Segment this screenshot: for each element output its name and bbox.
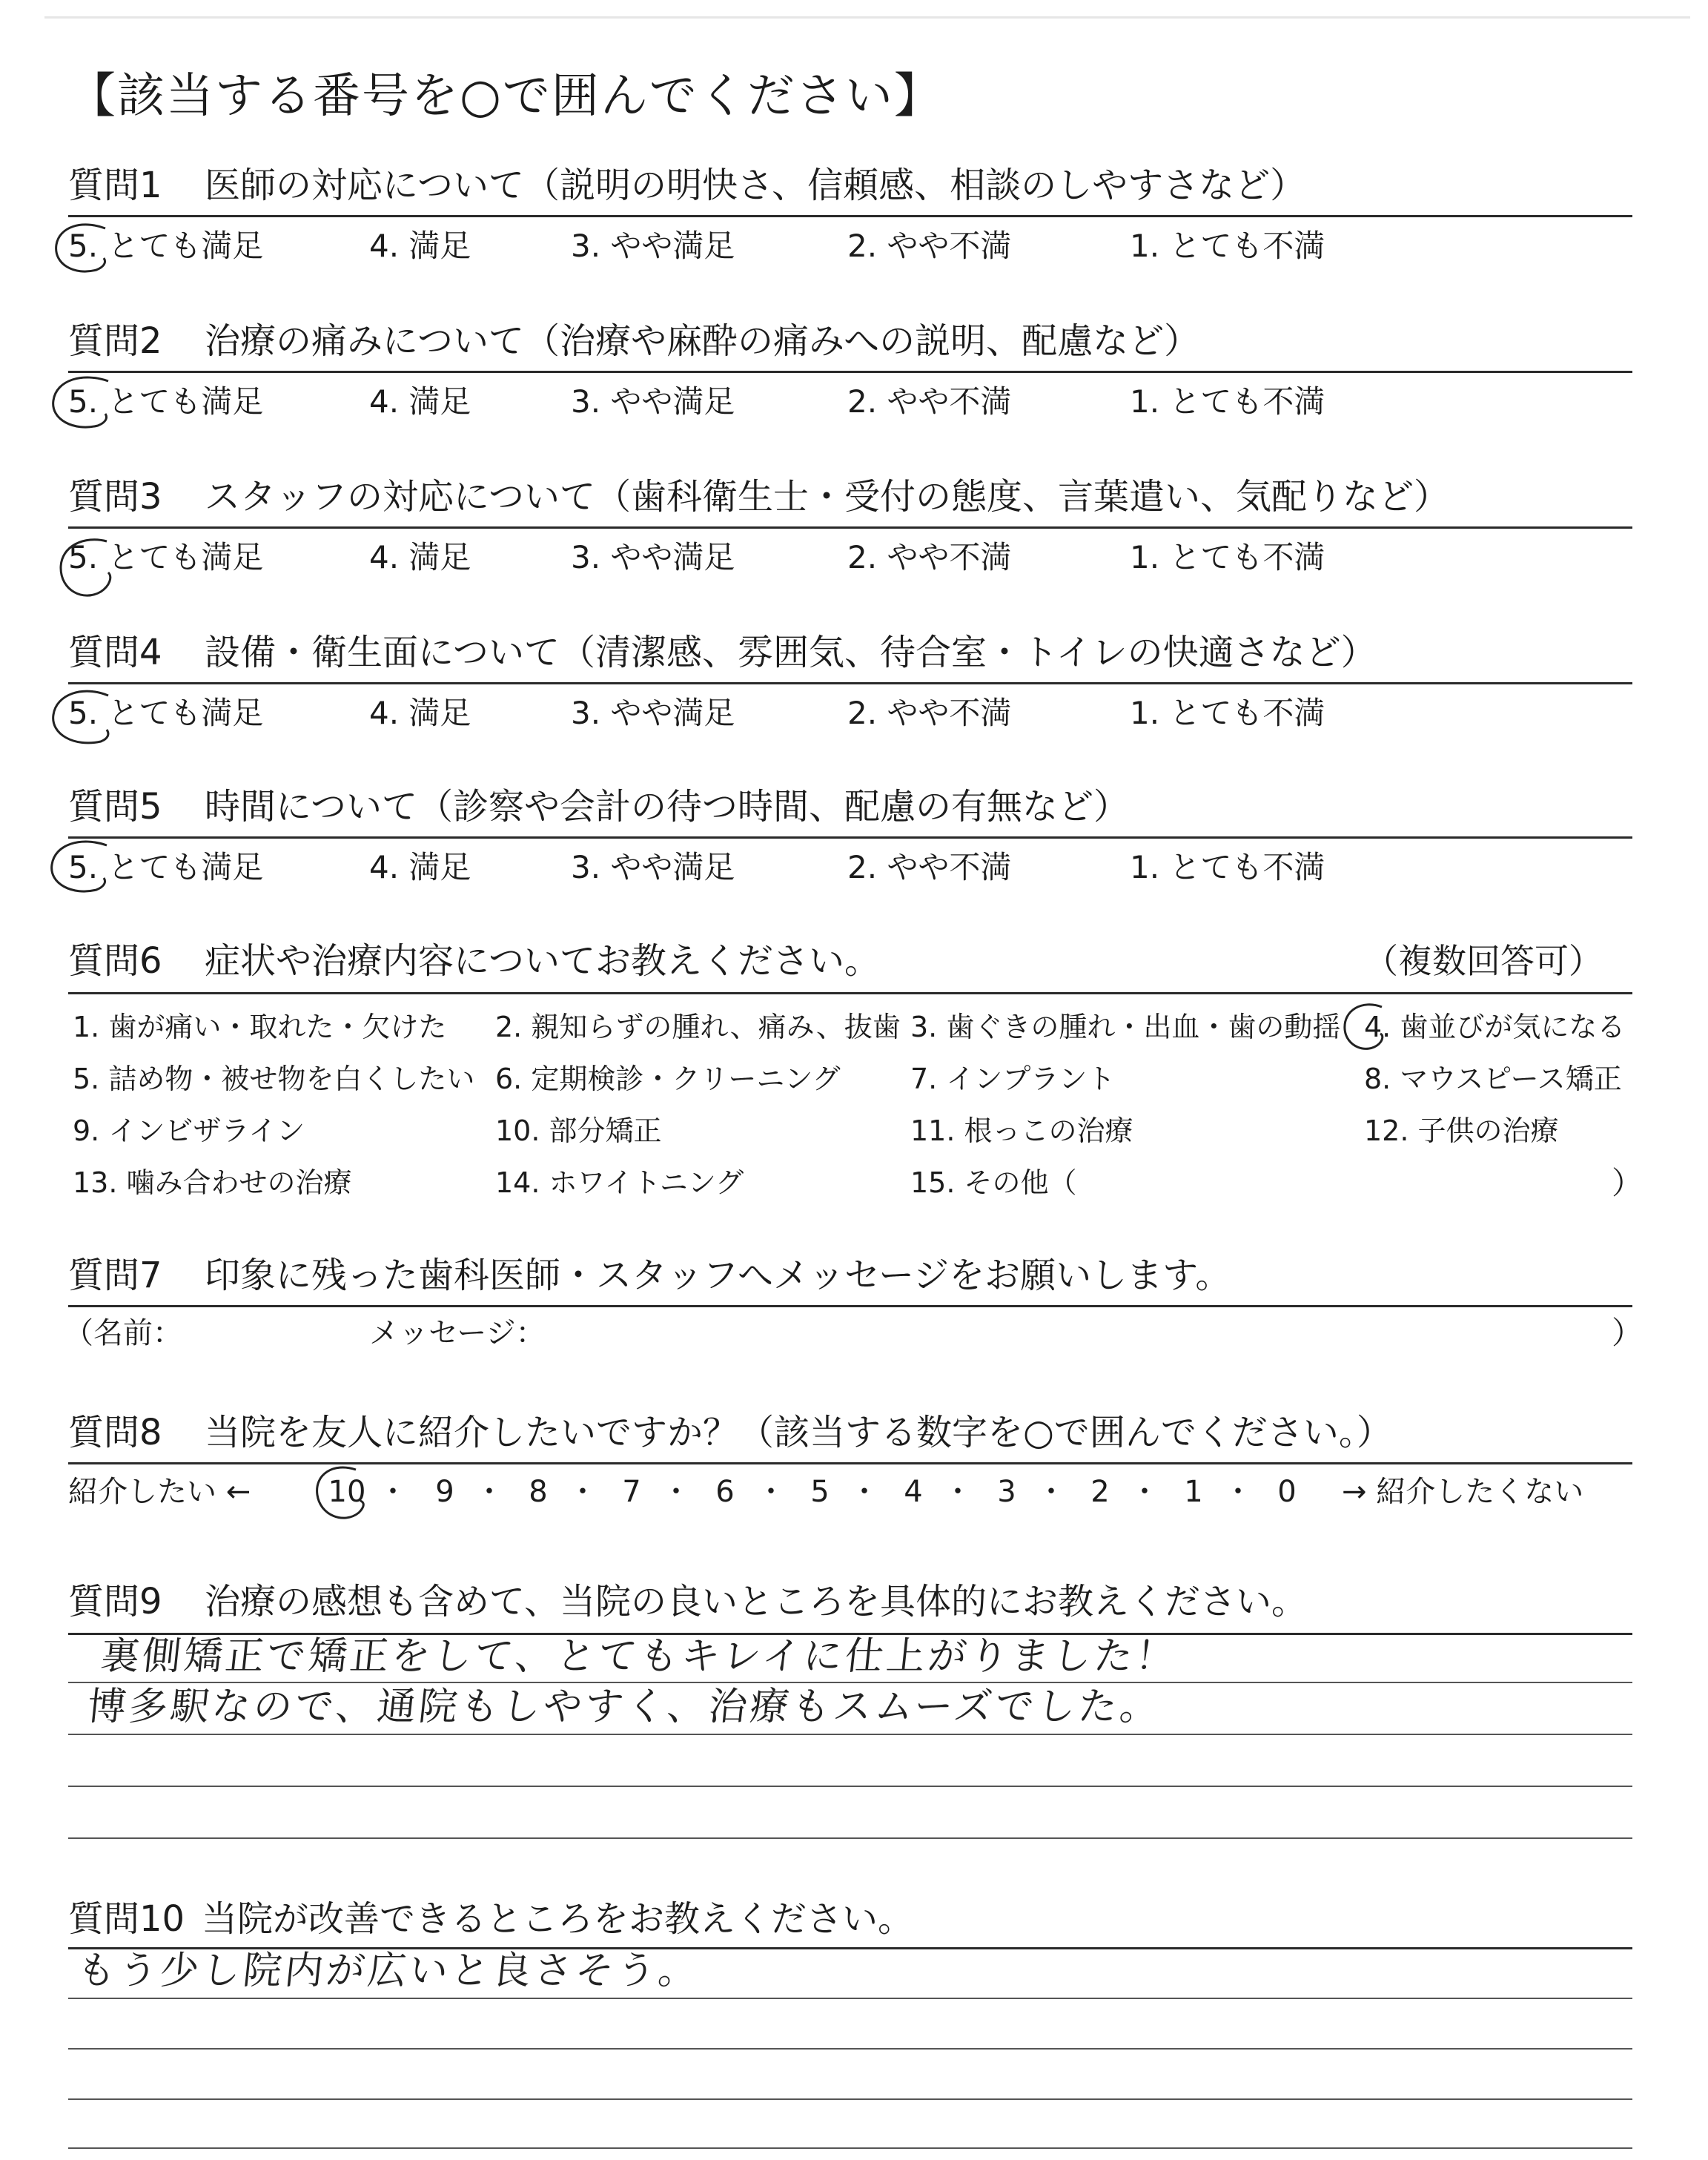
q7-message-label: メッセージ： bbox=[369, 1316, 546, 1350]
q6-option-15[interactable]: 15. その他（ bbox=[910, 1166, 1077, 1199]
question-4-number: 質問4 bbox=[68, 632, 162, 673]
question-4-text: 設備・衛生面について（清潔感、雰囲気、待合室・トイレの快適さなど） bbox=[205, 632, 1377, 673]
q2-option-2[interactable]: 2. やや不満 bbox=[847, 383, 1012, 420]
q6-option-6[interactable]: 6. 定期検診・クリーニング bbox=[495, 1063, 841, 1095]
question-5-number: 質問5 bbox=[68, 786, 162, 828]
question-6-title bbox=[68, 939, 880, 983]
q10-writing-line bbox=[68, 2048, 1632, 2050]
q3-option-3[interactable]: 3. やや満足 bbox=[571, 539, 735, 575]
q6-option-2[interactable]: 2. 親知らずの腫れ、痛み、抜歯 bbox=[495, 1011, 901, 1043]
q6-option-5[interactable]: 5. 詰め物・被せ物を白くしたい bbox=[73, 1063, 475, 1095]
question-3-number: 質問3 bbox=[68, 476, 162, 518]
q8-separator: ・ bbox=[943, 1475, 973, 1509]
q8-separator: ・ bbox=[850, 1475, 879, 1509]
q2-option-3[interactable]: 3. やや満足 bbox=[571, 383, 735, 420]
question-4-title bbox=[68, 630, 1377, 675]
question-9-text: 治療の感想も含めて、当院の良いところを具体的にお教えください。 bbox=[205, 1581, 1308, 1622]
q2-option-5[interactable]: 5. とても満足 bbox=[68, 383, 264, 420]
q5-option-5[interactable]: 5. とても満足 bbox=[68, 849, 264, 885]
q10-writing-line bbox=[68, 1998, 1632, 1999]
q9-answer-line-2: 博多駅なので、通院もしやすく、治療もスムーズでした。 bbox=[85, 1685, 1164, 1729]
q3-option-5[interactable]: 5. とても満足 bbox=[68, 539, 264, 575]
question-6-text: 症状や治療内容についてお教えください。 bbox=[205, 940, 881, 982]
q5-answer-circle bbox=[47, 839, 122, 899]
page-title: 【該当する番号を○で囲んでください】 bbox=[68, 69, 943, 124]
question-1-title bbox=[68, 163, 1305, 208]
q6-option-1[interactable]: 1. 歯が痛い・取れた・欠けた bbox=[73, 1011, 447, 1043]
q1-answer-circle bbox=[52, 221, 119, 280]
question-5-text: 時間について（診察や会計の待つ時間、配慮の有無など） bbox=[205, 786, 1130, 828]
q1-option-5[interactable]: 5. とても満足 bbox=[68, 228, 264, 264]
q4-option-4[interactable]: 4. 満足 bbox=[369, 695, 471, 731]
q4-option-5[interactable]: 5. とても満足 bbox=[68, 695, 264, 731]
q8-scale-5[interactable]: 5 bbox=[810, 1475, 830, 1509]
q6-option-3[interactable]: 3. 歯ぐきの腫れ・出血・歯の動揺 bbox=[910, 1011, 1341, 1043]
question-2-rule bbox=[68, 371, 1632, 373]
q4-answer-circle bbox=[49, 688, 123, 755]
q8-left-label: 紹介したい ← bbox=[68, 1475, 251, 1509]
q8-separator: ・ bbox=[568, 1475, 598, 1509]
q8-scale-2[interactable]: 2 bbox=[1090, 1475, 1110, 1509]
q3-answer-circle bbox=[55, 535, 122, 610]
q8-scale-1[interactable]: 1 bbox=[1184, 1475, 1203, 1509]
q8-separator: ・ bbox=[378, 1475, 408, 1509]
q10-answer-line-1: もう少し院内が広いと良さそう。 bbox=[74, 1949, 703, 1993]
q6-option-13[interactable]: 13. 噛み合わせの治療 bbox=[73, 1166, 352, 1199]
q5-option-1[interactable]: 1. とても不満 bbox=[1130, 849, 1325, 885]
q6-other-close-paren: ） bbox=[1612, 1165, 1644, 1201]
q9-answer-line-1: 裏側矯正で矯正をして、とてもキレイに仕上がりました！ bbox=[98, 1634, 1179, 1679]
question-9-title bbox=[68, 1579, 1307, 1624]
q8-separator: ・ bbox=[756, 1475, 786, 1509]
question-5-rule bbox=[68, 836, 1632, 839]
question-3-rule bbox=[68, 526, 1632, 529]
q1-option-2[interactable]: 2. やや不満 bbox=[847, 228, 1012, 264]
q5-option-3[interactable]: 3. やや満足 bbox=[571, 849, 735, 885]
q4-option-2[interactable]: 2. やや不満 bbox=[847, 695, 1012, 731]
q8-scale-3[interactable]: 3 bbox=[997, 1475, 1016, 1509]
question-1-text: 医師の対応について（説明の明快さ、信頼感、相談のしやすさなど） bbox=[205, 165, 1306, 206]
q5-option-2[interactable]: 2. やや不満 bbox=[847, 849, 1012, 885]
question-4-rule bbox=[68, 682, 1632, 684]
question-7-text: 印象に残った歯科医師・スタッフへメッセージをお願いします。 bbox=[205, 1255, 1231, 1296]
q8-scale-0[interactable]: 0 bbox=[1277, 1475, 1297, 1509]
q6-option-10[interactable]: 10. 部分矯正 bbox=[495, 1114, 662, 1147]
q8-scale-9[interactable]: 9 bbox=[435, 1475, 454, 1509]
question-6-hint: （複数回答可） bbox=[1364, 941, 1603, 981]
q8-answer-circle bbox=[311, 1464, 378, 1526]
q1-option-4[interactable]: 4. 満足 bbox=[369, 228, 471, 264]
question-3-text: スタッフの対応について（歯科衛生士・受付の態度、言葉遣い、気配りなど） bbox=[205, 476, 1450, 518]
q4-option-3[interactable]: 3. やや満足 bbox=[571, 695, 735, 731]
question-6-rule bbox=[68, 992, 1632, 994]
question-2-title bbox=[68, 319, 1199, 363]
q3-option-1[interactable]: 1. とても不満 bbox=[1130, 539, 1325, 575]
q8-scale-6[interactable]: 6 bbox=[715, 1475, 735, 1509]
question-10-title bbox=[68, 1897, 913, 1941]
q10-writing-line bbox=[68, 2147, 1632, 2149]
question-5-title bbox=[68, 785, 1129, 829]
q8-right-label: → 紹介したくない bbox=[1342, 1475, 1584, 1509]
q6-option-9[interactable]: 9. インビザライン bbox=[73, 1114, 305, 1147]
q9-writing-line bbox=[68, 1734, 1632, 1735]
q6-option-14[interactable]: 14. ホワイトニング bbox=[495, 1166, 744, 1199]
q10-writing-line bbox=[68, 2098, 1632, 2100]
q9-writing-line bbox=[68, 1837, 1632, 1839]
question-8-rule bbox=[68, 1462, 1632, 1464]
question-7-number: 質問7 bbox=[68, 1255, 162, 1296]
q6-option-7[interactable]: 7. インプラント bbox=[910, 1063, 1116, 1095]
question-10-text: 当院が改善できるところをお教えください。 bbox=[202, 1898, 914, 1940]
question-2-number: 質問2 bbox=[68, 320, 162, 362]
q1-option-3[interactable]: 3. やや満足 bbox=[571, 228, 735, 264]
question-10-number: 質問10 bbox=[68, 1898, 185, 1940]
q8-scale-4[interactable]: 4 bbox=[904, 1475, 923, 1509]
q2-option-1[interactable]: 1. とても不満 bbox=[1130, 383, 1325, 420]
q8-separator: ・ bbox=[1223, 1475, 1253, 1509]
q7-close-paren: ） bbox=[1612, 1315, 1644, 1351]
q2-option-4[interactable]: 4. 満足 bbox=[369, 383, 471, 420]
q3-option-2[interactable]: 2. やや不満 bbox=[847, 539, 1012, 575]
q8-separator: ・ bbox=[661, 1475, 691, 1509]
question-2-text: 治療の痛みについて（治療や麻酔の痛みへの説明、配慮など） bbox=[205, 320, 1200, 362]
question-3-title bbox=[68, 475, 1449, 519]
q9-writing-line bbox=[68, 1786, 1632, 1787]
question-1-rule bbox=[68, 215, 1632, 217]
q7-name-label: （名前： bbox=[64, 1316, 182, 1350]
top-border bbox=[44, 16, 1690, 19]
question-9-number: 質問9 bbox=[68, 1581, 162, 1622]
question-1-number: 質問1 bbox=[68, 165, 162, 206]
q1-option-1[interactable]: 1. とても不満 bbox=[1130, 228, 1325, 264]
q6-option-8[interactable]: 8. マウスピース矯正 bbox=[1364, 1063, 1622, 1095]
q6-option-12[interactable]: 12. 子供の治療 bbox=[1364, 1114, 1559, 1147]
question-6-number: 質問6 bbox=[68, 940, 162, 982]
q8-separator: ・ bbox=[1036, 1475, 1066, 1509]
q8-scale-8[interactable]: 8 bbox=[529, 1475, 548, 1509]
q6-option-11[interactable]: 11. 根っこの治療 bbox=[910, 1114, 1133, 1147]
q8-separator: ・ bbox=[474, 1475, 504, 1509]
question-8-title bbox=[68, 1410, 1392, 1455]
question-7-rule bbox=[68, 1305, 1632, 1307]
q3-option-4[interactable]: 4. 満足 bbox=[369, 539, 471, 575]
q5-option-4[interactable]: 4. 満足 bbox=[369, 849, 471, 885]
q6-answer-circle bbox=[1340, 1001, 1397, 1057]
q6-option-4[interactable]: 4. 歯並びが気になる bbox=[1364, 1011, 1626, 1043]
question-7-title bbox=[68, 1253, 1231, 1298]
q4-option-1[interactable]: 1. とても不満 bbox=[1130, 695, 1325, 731]
q8-scale-10[interactable]: 10 bbox=[328, 1475, 366, 1509]
q8-separator: ・ bbox=[1130, 1475, 1159, 1509]
q2-answer-circle bbox=[49, 375, 123, 435]
q8-scale-7[interactable]: 7 bbox=[622, 1475, 641, 1509]
question-8-number: 質問8 bbox=[68, 1412, 162, 1453]
question-8-text: 当院を友人に紹介したいですか？（該当する数字を○で囲んでください。） bbox=[205, 1412, 1392, 1453]
